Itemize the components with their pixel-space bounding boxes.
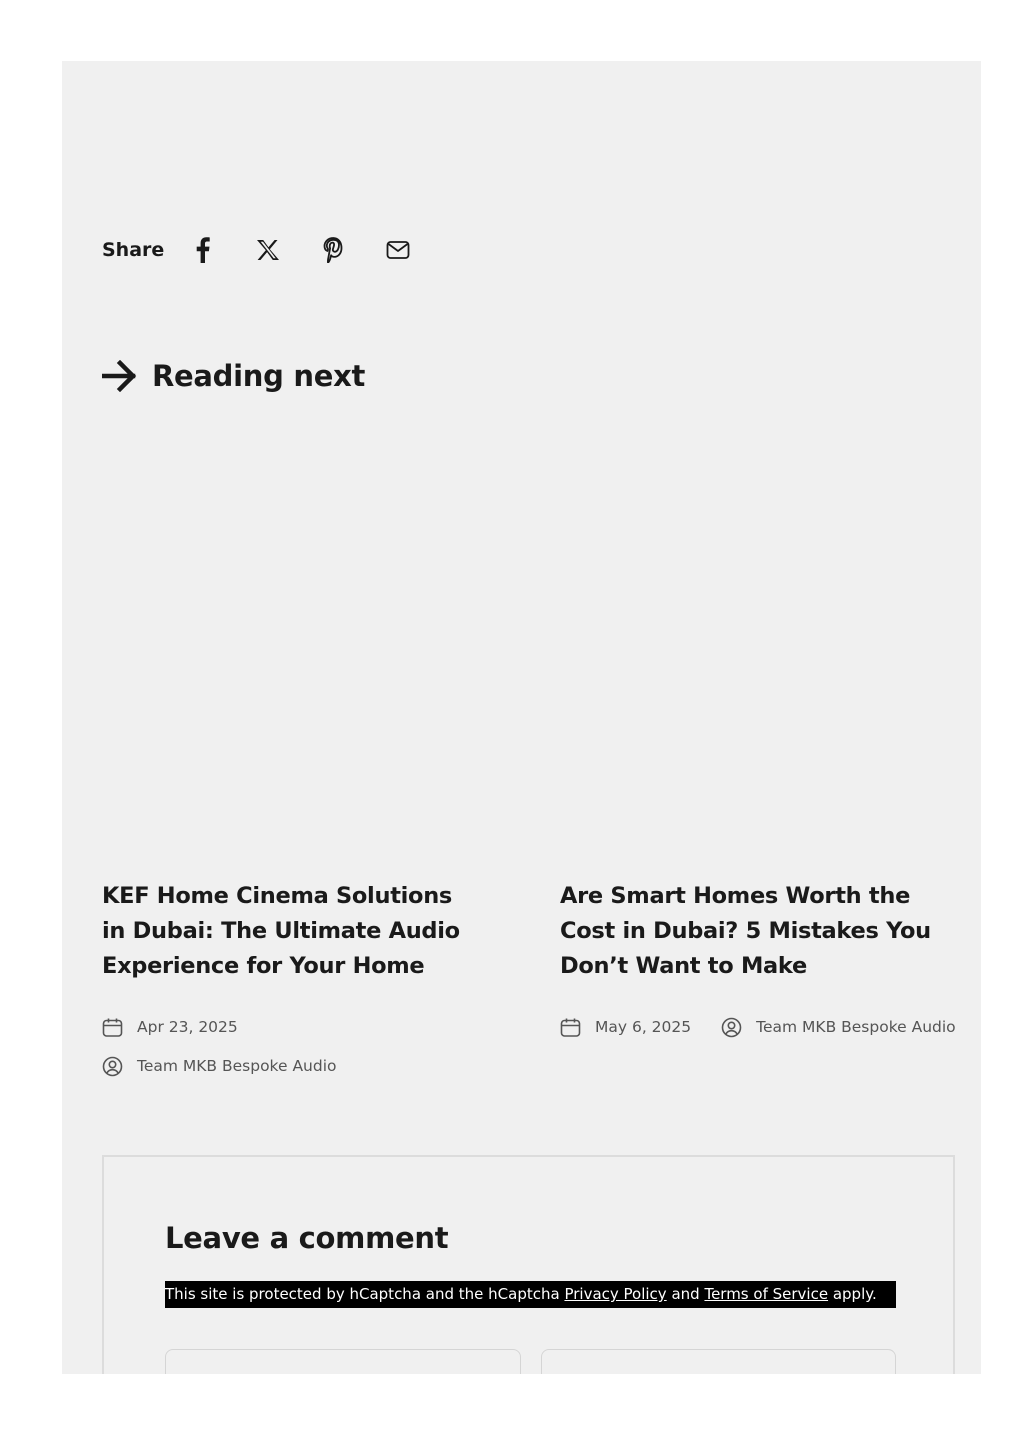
name-field[interactable] [165,1349,521,1374]
captcha-notice [165,1281,896,1308]
captcha-and: and [666,1285,705,1303]
captcha-prefix: This site is protected by hCaptcha and the hCaptcha [165,1285,565,1303]
pinterest-icon[interactable] [316,233,350,267]
reading-next-title: Reading next [152,359,366,393]
blog-post-footer [62,61,981,1374]
calendar-icon [560,1017,581,1038]
comment-form [102,1155,955,1374]
terms-of-service-link[interactable]: Terms of Service [704,1285,829,1303]
article-date-text: Apr 23, 2025 [137,1018,238,1036]
article-card [560,879,960,1039]
privacy-policy-link[interactable]: Privacy Policy [564,1285,667,1303]
article-title-link[interactable]: KEF Home Cinema Solutions in Dubai: The Ultimate Audio Experience for Your Home [102,883,460,979]
article-title-link[interactable]: Are Smart Homes Worth the Cost in Dubai? 5 Mistakes You Don’t Want to Make [560,883,931,979]
article-date [102,1015,482,1039]
arrow-right-icon [102,360,138,392]
share-bar [102,233,446,267]
article-author-link[interactable]: Team MKB Bespoke Audio [756,1018,956,1036]
article-author [721,1015,956,1039]
calendar-icon [102,1017,123,1038]
user-icon [102,1056,123,1077]
captcha-suffix: apply. [828,1285,877,1303]
mail-icon[interactable] [381,233,415,267]
reading-next-heading [102,359,365,393]
article-card [102,879,482,1078]
comment-title: Leave a comment [165,1221,449,1255]
article-author-link[interactable]: Team MKB Bespoke Audio [137,1057,337,1075]
x-icon[interactable] [251,233,285,267]
article-author [102,1054,482,1078]
facebook-icon[interactable] [186,233,220,267]
article-date-text: May 6, 2025 [595,1018,692,1036]
email-field[interactable] [541,1349,896,1374]
article-date [560,1015,691,1039]
share-label: Share [102,239,165,261]
user-icon [721,1017,742,1038]
